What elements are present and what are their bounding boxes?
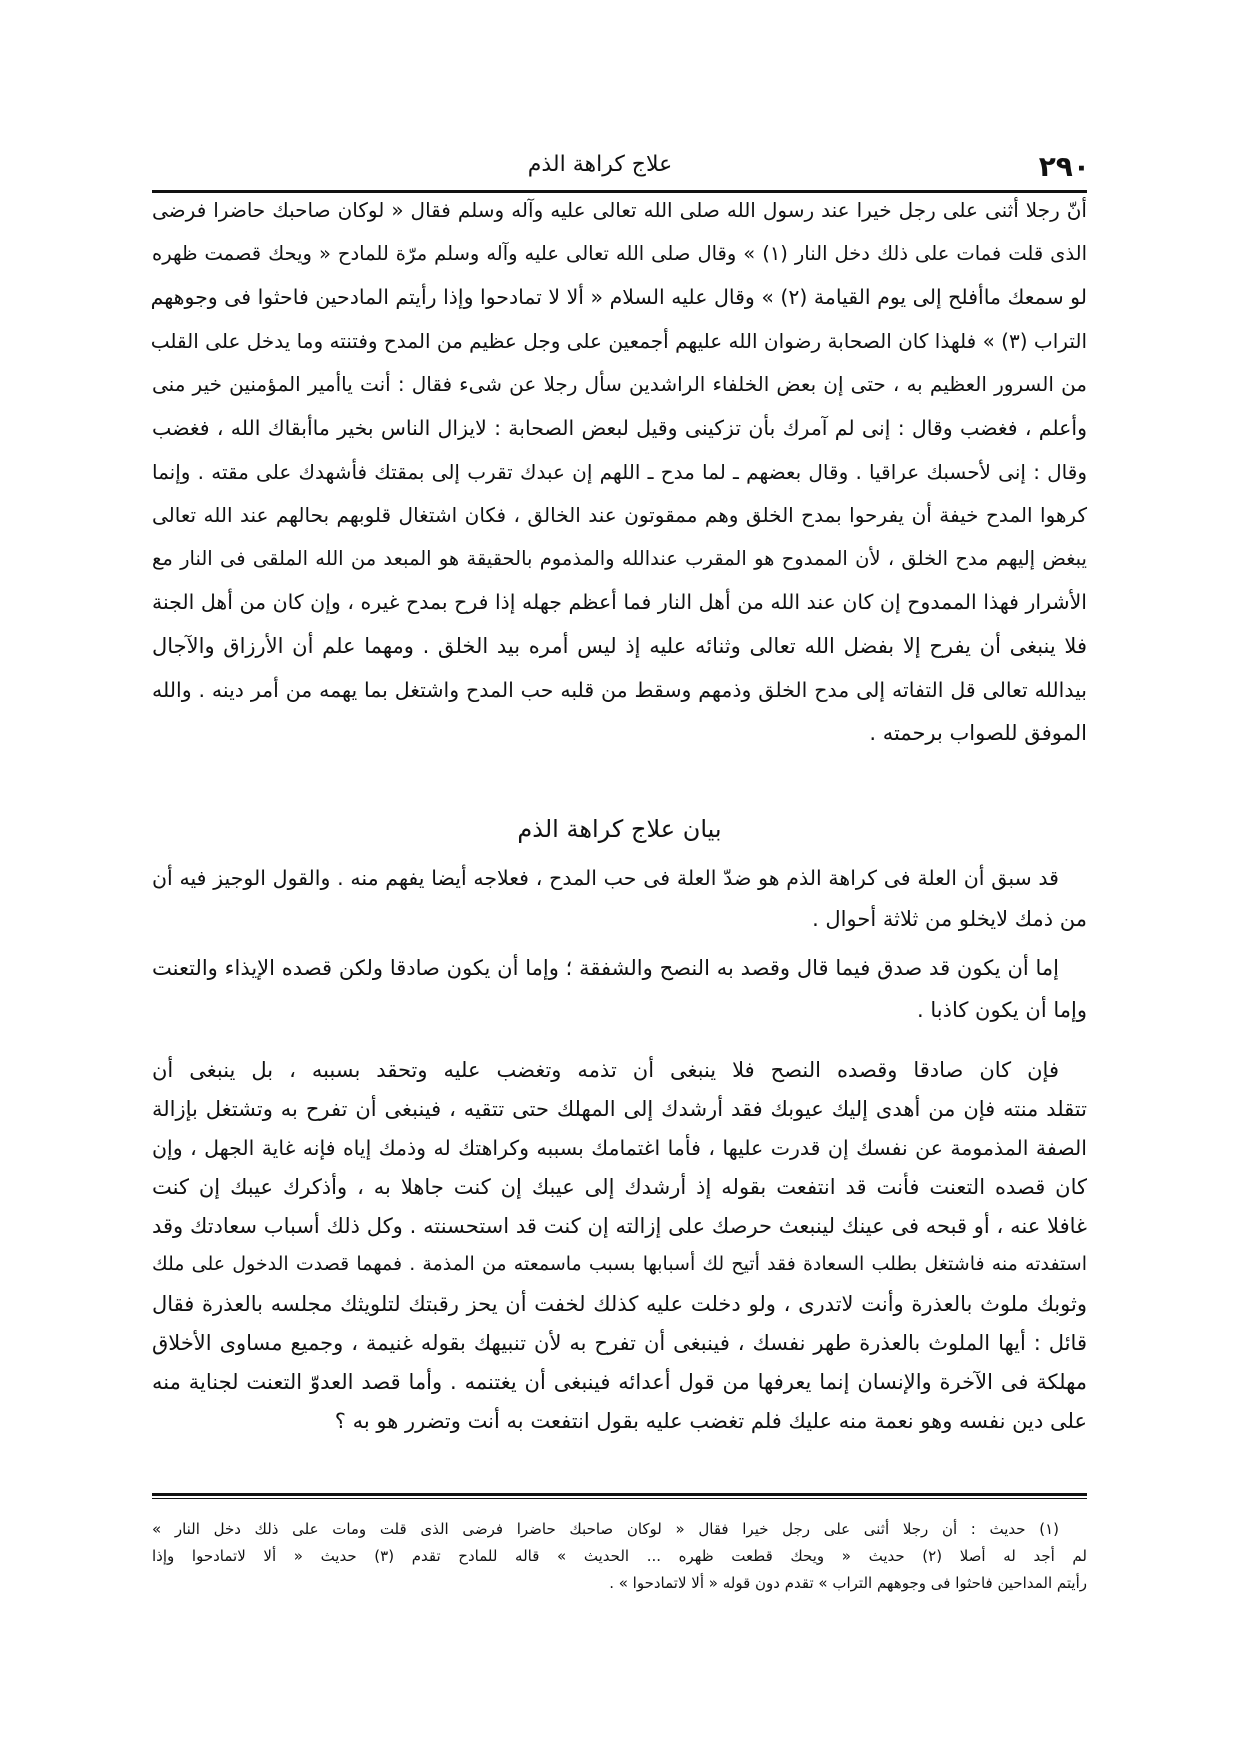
footnote-line: لم أجد له أصلا (٢) حديث « ويحك قطعت ظهره ... الحديث » قاله للمادح تقدم (٣) حديث « ألا لاتمادحوا وإذا [152, 1547, 1087, 1565]
footnote-line: رأيتم المداحين فاحثوا فى وجوههم التراب » تقدم دون قوله « ألا لاتمادحوا » . [609, 1574, 1087, 1592]
text-line: قد سبق أن العلة فى كراهة الذم هو ضدّ العلة فى حب المدح ، فعلاجه أيضا يفهم منه . والقول الوجيز فيه أن [152, 866, 1059, 890]
text-line: بيدالله تعالى قل التفاته إلى مدح الخلق وذمهم وسقط من قلبه حب المدح واشتغل بما يهمه من أمر دينه . والله [152, 677, 1087, 702]
text-line: الصفة المذمومة عن نفسك إن قدرت عليها ، فأما اغتمامك بسببه وكراهتك له وذمك إياه فإنه غاية الجهل ، وإن [152, 1136, 1087, 1160]
text-line: وقال : إنى لأحسبك عراقيا . وقال بعضهم ـ لما مدح ـ اللهم إن عبدك تقرب إلى بمقتك فأشهدك على مقته . وإنما [152, 459, 1087, 484]
text-line: تتقلد منته فإن من أهدى إليك عيوبك فقد أرشدك إلى المهلك حتى تتقيه ، فينبغى أن تفرح به وتشتغل بإزالة [152, 1097, 1087, 1121]
text-line: الذى قلت فمات على ذلك دخل النار (١) » وقال صلى الله تعالى عليه وآله وسلم مرّة للمادح « ويحك قصمت ظهره [152, 241, 1088, 265]
footnote-rule-thin [152, 1498, 1087, 1499]
text-line: وأعلم ، فغضب وقال : إنى لم آمرك بأن تزكينى وقيل لبعض الصحابة : لايزال الناس بخير ماأبقاك الله ، فغضب [152, 416, 1087, 440]
text-line: وثوبك ملوث بالعذرة وأنت لاتدرى ، ولو دخلت عليه كذلك لخفت أن يحز رقبتك لتلويثك مجلسه بالعذرة فقال [152, 1292, 1087, 1316]
text-line: وإما أن يكون كاذبا . [917, 998, 1087, 1022]
footnote-line: (١) حديث : أن رجلا أثنى على رجل خيرا فقال « لوكان صاحبك حاضرا فرضى الذى قلت ومات على ذلك دخل النار » [152, 1520, 1059, 1538]
text-line: إما أن يكون قد صدق فيما قال وقصد به النصح والشفقة ؛ وإما أن يكون صادقا ولكن قصده الإيذاء والتعنت [152, 956, 1059, 980]
text-line: غافلا عنه ، أو قبحه فى عينك لينبعث حرصك على إزالته إن كنت قد استحسنته . وكل ذلك أسباب سعادتك وقد [152, 1214, 1087, 1238]
text-line: أنّ رجلا أثنى على رجل خيرا عند رسول الله صلى الله تعالى عليه وآله وسلم فقال « لوكان صاحبك حاضرا فرضى [152, 198, 1087, 222]
text-line: يبغض إليهم مدح الخلق ، لأن الممدوح هو المقرب عندالله والمذموم بالحقيقة هو المبعد من الله الملقى فى النار مع [152, 546, 1087, 570]
text-line: كرهوا المدح خيفة أن يفرحوا بمدح الخلق وهم ممقوتون عند الخالق ، فكان اشتغال قلوبهم بحالهم عند الله تعالى [152, 503, 1087, 528]
text-line: استفدته منه فاشتغل بطلب السعادة فقد أتيح لك أسبابها بسبب ماسمعته من المذمة . فمهما قصدت الدخول على ملك [152, 1253, 1087, 1275]
text-line: الموفق للصواب برحمته . [869, 721, 1087, 746]
text-line: قائل : أيها الملوث بالعذرة طهر نفسك ، فينبغى أن تفرح به لأن تنبيهك بقوله غنيمة ، وجميع مساوى الأخلاق [152, 1331, 1087, 1355]
text-line: فلا ينبغى أن يفرح إلا بفضل الله تعالى وثنائه عليه إذ ليس أمره بيد الخلق . ومهما علم أن الأرزاق والآجال [152, 634, 1087, 658]
text-line: لو سمعك ماأفلح إلى يوم القيامة (٢) » وقال عليه السلام « ألا لا تمادحوا وإذا رأيتم المادحين فاحثوا فى وجوههم [150, 285, 1087, 310]
text-line: الأشرار فهذا الممدوح إن كان عند الله من أهل النار فما أعظم جهله إذا فرح بمدح غيره ، وإن كان من أهل الجنة [152, 590, 1087, 615]
text-line: على دين نفسه وهو نعمة منه عليك فلم تغضب عليه بقول انتفعت به أنت وتضرر هو به ؟ [334, 1409, 1087, 1433]
header-rule [152, 190, 1087, 193]
text-line: التراب (٣) » فلهذا كان الصحابة رضوان الله عليهم أجمعين على وجل عظيم من المدح وفتنته وما يدخل على القلب [150, 328, 1087, 353]
text-line: كان قصده التعنت فأنت قد انتفعت بقوله إذ أرشدك إلى عيبك إن كنت جاهلا به ، وأذكرك عيبك إن كنت [152, 1175, 1087, 1199]
page-number: ٢٩٠ [1038, 150, 1090, 183]
text-line: من ذمك لايخلو من ثلاثة أحوال . [812, 907, 1087, 931]
text-line: فإن كان صادقا وقصده النصح فلا ينبغى أن تذمه وتغضب عليه وتحقد بسببه ، بل ينبغى أن [152, 1058, 1059, 1082]
footnote-rule [152, 1493, 1087, 1496]
text-line: من السرور العظيم به ، حتى إن بعض الخلفاء الراشدين سأل رجلا عن شىء فقال : أنت ياأمير المؤمنين خير منى [152, 372, 1087, 397]
text-line: مهلكة فى الآخرة والإنسان إنما يعرفها من قول أعدائه فينبغى أن يغتنمه . وأما قصد العدوّ التعنت لجناية منه [152, 1370, 1087, 1394]
section-heading: بيان علاج كراهة الذم [517, 815, 722, 843]
running-title: علاج كراهة الذم [527, 152, 673, 177]
